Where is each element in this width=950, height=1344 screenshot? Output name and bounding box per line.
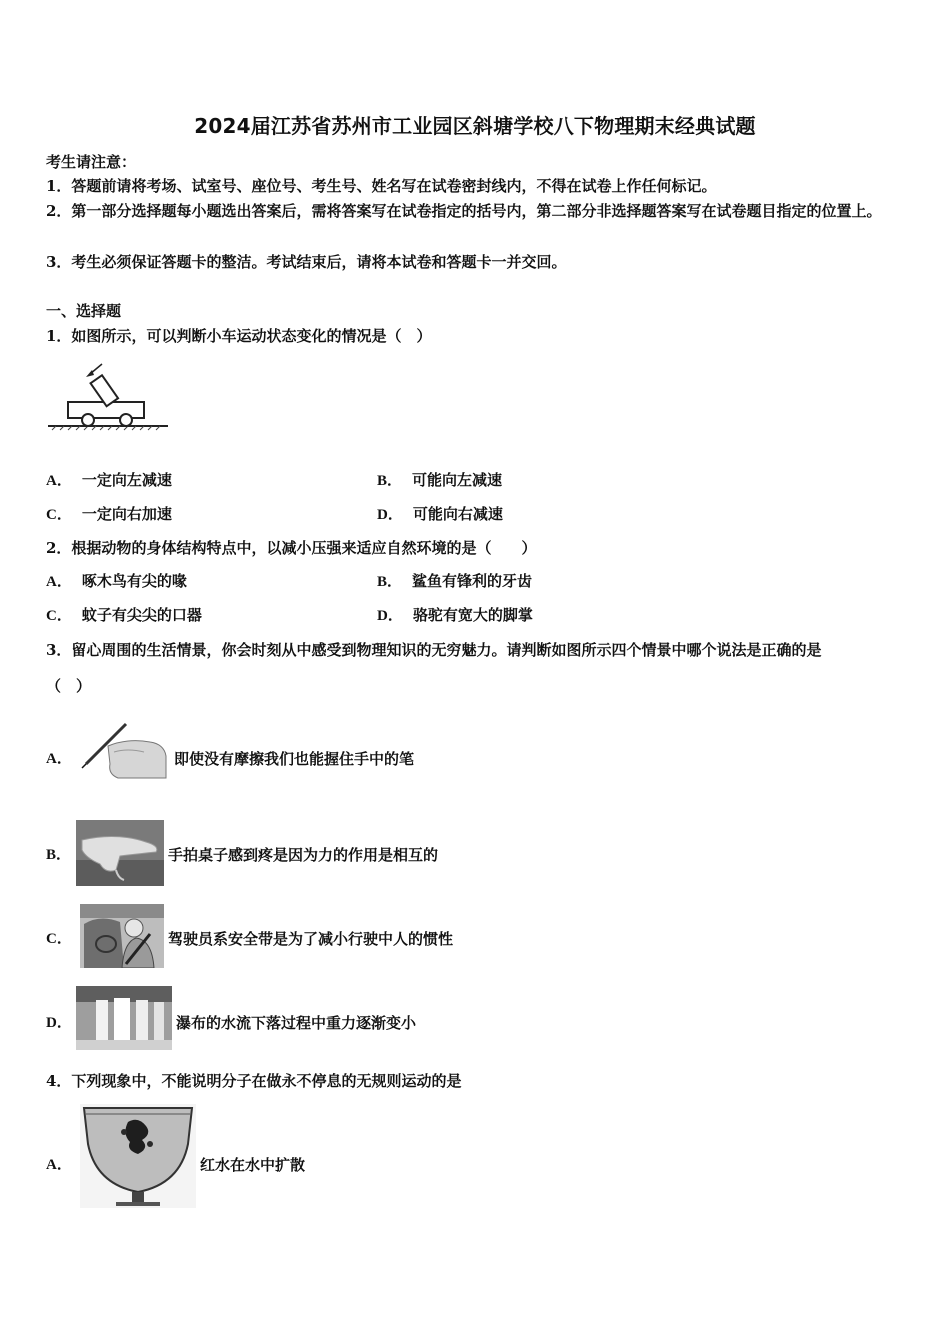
q2-option-d[interactable]: D． 骆驼有宽大的脚掌 (377, 606, 533, 624)
q2-option-a[interactable]: A． 啄木鸟有尖的喙 (46, 572, 187, 590)
exam-title: 2024届江苏省苏州市工业园区斜塘学校八下物理期末经典试题 (194, 114, 756, 138)
q2-option-c[interactable]: C． 蚊子有尖尖的口器 (46, 606, 202, 624)
cart-pendulum-icon (46, 360, 170, 436)
q3-option-a-letter: A． (46, 751, 72, 767)
notice-item-2: 2．第一部分选择题每小题选出答案后，需将答案写在试卷指定的括号内，第二部分非选择题答案写在试卷题目指定的位置上。 (46, 202, 882, 220)
question-4-stem: 4．下列现象中，不能说明分子在做永不停息的无规则运动的是 (46, 1072, 462, 1090)
notice-item-3: 3．考生必须保证答题卡的整洁。考试结束后，请将本试卷和答题卡一并交回。 (46, 253, 567, 271)
q3-option-b-image[interactable] (76, 820, 164, 886)
q3-option-d-letter: D． (46, 1015, 72, 1031)
ink-diffusion-glass-icon (80, 1104, 196, 1208)
q1-option-c[interactable]: C． 一定向右加速 (46, 505, 172, 523)
question-2-stem: 2．根据动物的身体结构特点中，以减小压强来适应自然环境的是（ ） (46, 539, 537, 557)
q1-option-d[interactable]: D． 可能向右减速 (377, 505, 503, 523)
q3-option-c-text: 驾驶员系安全带是为了减小行驶中人的惯性 (168, 930, 454, 948)
question-3-stem-line2: （ ） (46, 677, 92, 695)
q4-option-a-text: 红水在水中扩散 (200, 1156, 306, 1174)
q1-option-b[interactable]: B． 可能向左减速 (377, 471, 503, 489)
driver-seatbelt-icon (80, 904, 164, 968)
q3-option-c-letter: C． (46, 931, 72, 947)
q3-option-c-image[interactable] (80, 904, 164, 968)
cart-figure (46, 360, 170, 436)
q3-option-d-image[interactable] (76, 986, 172, 1050)
question-1-stem: 1．如图所示，可以判断小车运动状态变化的情况是（ ） (46, 327, 432, 345)
q3-option-b-letter: B． (46, 847, 72, 863)
q3-option-d-text: 瀑布的水流下落过程中重力逐渐变小 (176, 1014, 417, 1032)
q4-option-a-image[interactable] (80, 1104, 196, 1208)
notice-item-1: 1．答题前请将考场、试室号、座位号、考生号、姓名写在试卷密封线内，不得在试卷上作任何标记。 (46, 177, 717, 195)
waterfall-icon (76, 986, 172, 1050)
q4-option-a-letter: A． (46, 1157, 72, 1173)
notice-heading: 考生请注意： (46, 153, 137, 171)
hand-slapping-table-icon (76, 820, 164, 886)
q3-option-b-text: 手拍桌子感到疼是因为力的作用是相互的 (168, 846, 439, 864)
section-heading: 一、选择题 (46, 302, 122, 320)
q1-option-a[interactable]: A． 一定向左减速 (46, 471, 172, 489)
q2-option-b[interactable]: B． 鲨鱼有锋利的牙齿 (377, 572, 533, 590)
q3-option-a-text: 即使没有摩擦我们也能握住手中的笔 (174, 750, 415, 768)
hand-holding-pen-icon (78, 716, 170, 784)
question-3-stem-line1: 3．留心周围的生活情景，你会时刻从中感受到物理知识的无穷魅力。请判断如图所示四个情景中哪个说法是正确的是 (46, 641, 822, 659)
q3-option-a-image[interactable] (78, 716, 170, 784)
